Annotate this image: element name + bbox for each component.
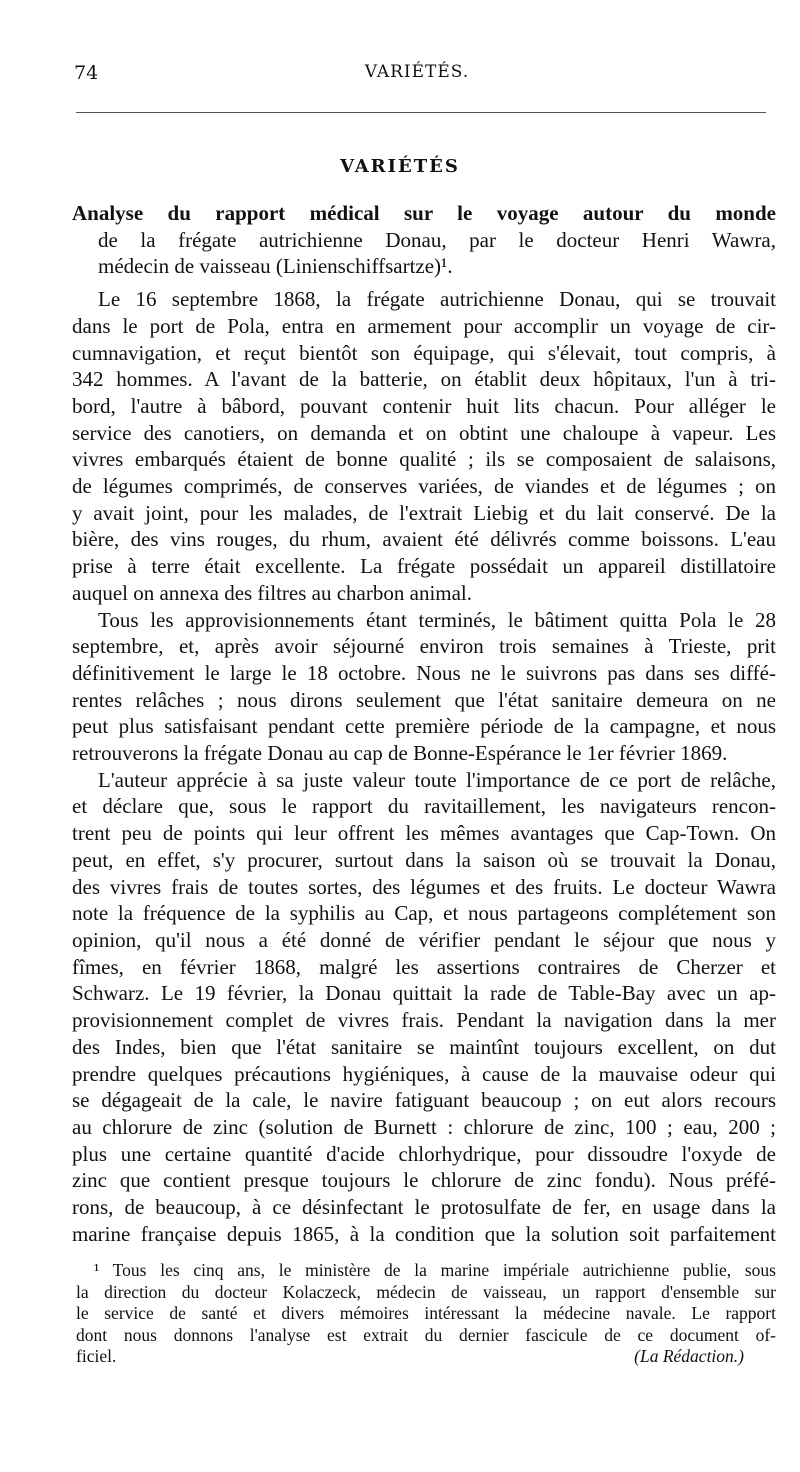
body-line: auquel on annexa des filtres au charbon animal. <box>72 580 473 605</box>
footnote-line: dont nous donnons l'analyse est extrait du dernier fascicule de ce document of- <box>76 1324 776 1345</box>
body-line: L'auteur apprécie à sa juste valeur toute l'importance de ce port de relâche, <box>98 767 776 792</box>
body-line: service des canotiers, on demanda et on obtint une chaloupe à vapeur. Les <box>72 420 776 445</box>
body-line: dans le port de Pola, entra en armement pour accomplir un voyage de cir- <box>72 313 776 338</box>
body-line: vivres embarqués étaient de bonne qualité ; ils se composaient de salaisons, <box>72 447 776 472</box>
footnote-line: ficiel. <box>76 1346 117 1367</box>
body-line: des Indes, bien que l'état sanitaire se maintînt toujours excellent, on dut <box>72 1034 776 1059</box>
body-line: cumnavigation, et reçut bientôt son équipage, qui s'élevait, tout compris, à <box>72 340 776 365</box>
body-line: peut, en effet, s'y procurer, surtout dans la saison où se trouvait la Donau, <box>72 847 776 872</box>
body-line: zinc que contient presque toujours le chlorure de zinc fondu). Nous préfé- <box>72 1168 776 1193</box>
footnote-signature: (La Rédaction.) <box>634 1346 744 1367</box>
header-rule <box>76 112 766 113</box>
body-line: fîmes, en février 1868, malgré les assertions contraires de Cherzer et <box>72 954 776 979</box>
body-line: 342 hommes. A l'avant de la batterie, on établit deux hôpitaux, l'un à tri- <box>72 367 776 392</box>
body-line: bière, des vins rouges, du rhum, avaient été délivrés comme boissons. L'eau <box>72 527 776 552</box>
article-title-line: de la frégate autrichienne Donau, par le docteur Henri Wawra, <box>98 227 776 252</box>
body-line: note la fréquence de la syphilis au Cap, et nous partageons complétement son <box>72 901 776 926</box>
body-line: au chlorure de zinc (solution de Burnett : chlorure de zinc, 100 ; eau, 200 ; <box>72 1114 776 1139</box>
body-line: marine française depuis 1865, à la condition que la solution soit parfaitement <box>72 1221 776 1246</box>
body-line: et déclare que, sous le rapport du ravitaillement, les navigateurs rencon- <box>72 794 776 819</box>
body-line: trent peu de points qui leur offrent les mêmes avantages que Cap-Town. On <box>72 821 776 846</box>
page-header <box>74 62 760 92</box>
body-line: retrouverons la frégate Donau au cap de Bonne-Espérance le 1er février 1869. <box>72 741 728 766</box>
body-line: de légumes comprimés, de conserves variées, de viandes et de légumes ; on <box>72 474 776 499</box>
page-number: 74 <box>74 62 99 84</box>
body-line: Le 16 septembre 1868, la frégate autrichienne Donau, qui se trouvait <box>98 287 776 312</box>
body-line: prise à terre était excellente. La frégate possédait un appareil distillatoire <box>72 554 776 579</box>
footnote-line: la direction du docteur Kolaczeck, médecin de vaisseau, un rapport d'ensemble sur <box>76 1281 776 1302</box>
body-line: se dégageait de la cale, le navire fatiguant beaucoup ; on eut alors recours <box>72 1088 776 1113</box>
body-line: plus une certaine quantité d'acide chlorhydrique, pour dissoudre l'oxyde de <box>72 1141 776 1166</box>
footnote-line: ¹ Tous les cinq ans, le ministère de la marine impériale autrichienne publie, sous <box>94 1260 776 1280</box>
body-line: rons, de beaucoup, à ce désinfectant le protosulfate de fer, en usage dans la <box>72 1195 776 1220</box>
footnote <box>76 1260 776 1368</box>
footnote-line: le service de santé et divers mémoires intéressant la médecine navale. Le rapport <box>76 1303 776 1324</box>
section-title: VARIÉTÉS <box>340 156 460 177</box>
body-line: opinion, qu'il nous a été donné de vérifier pendant le séjour que nous y <box>72 927 776 952</box>
body-line: des vivres frais de toutes sortes, des légumes et des fruits. Le docteur Wawra <box>72 874 776 899</box>
article-title-line: médecin de vaisseau (Linienschiffsartze)¹. <box>98 254 453 279</box>
article-title-line: Analyse du rapport médical sur le voyage autour du monde <box>72 201 776 225</box>
body-line: bord, l'autre à bâbord, pouvant contenir huit lits chacun. Pour alléger le <box>72 393 776 418</box>
body-line: définitivement le large le 18 octobre. Nous ne le suivrons pas dans ses diffé- <box>72 660 776 685</box>
body-line: y avait joint, pour les malades, de l'extrait Liebig et du lait conservé. De la <box>72 500 776 525</box>
body-line: provisionnement complet de vivres frais. Pendant la navigation dans la mer <box>72 1008 776 1033</box>
body-line: septembre, et, après avoir séjourné environ trois semaines à Trieste, prit <box>72 634 776 659</box>
body-line: prendre quelques précautions hygiéniques, à cause de la mauvaise odeur qui <box>72 1061 776 1086</box>
body-line: Schwarz. Le 19 février, la Donau quittait la rade de Table-Bay avec un ap- <box>72 981 776 1006</box>
body-line: rentes relâches ; nous dirons seulement que l'état sanitaire demeura on ne <box>72 687 776 712</box>
body-line: Tous les approvisionnements étant terminés, le bâtiment quitta Pola le 28 <box>98 607 776 632</box>
running-head: VARIÉTÉS. <box>364 62 470 82</box>
body-line: peut plus satisfaisant pendant cette première période de la campagne, et nous <box>72 714 776 739</box>
article-body <box>72 200 776 1247</box>
